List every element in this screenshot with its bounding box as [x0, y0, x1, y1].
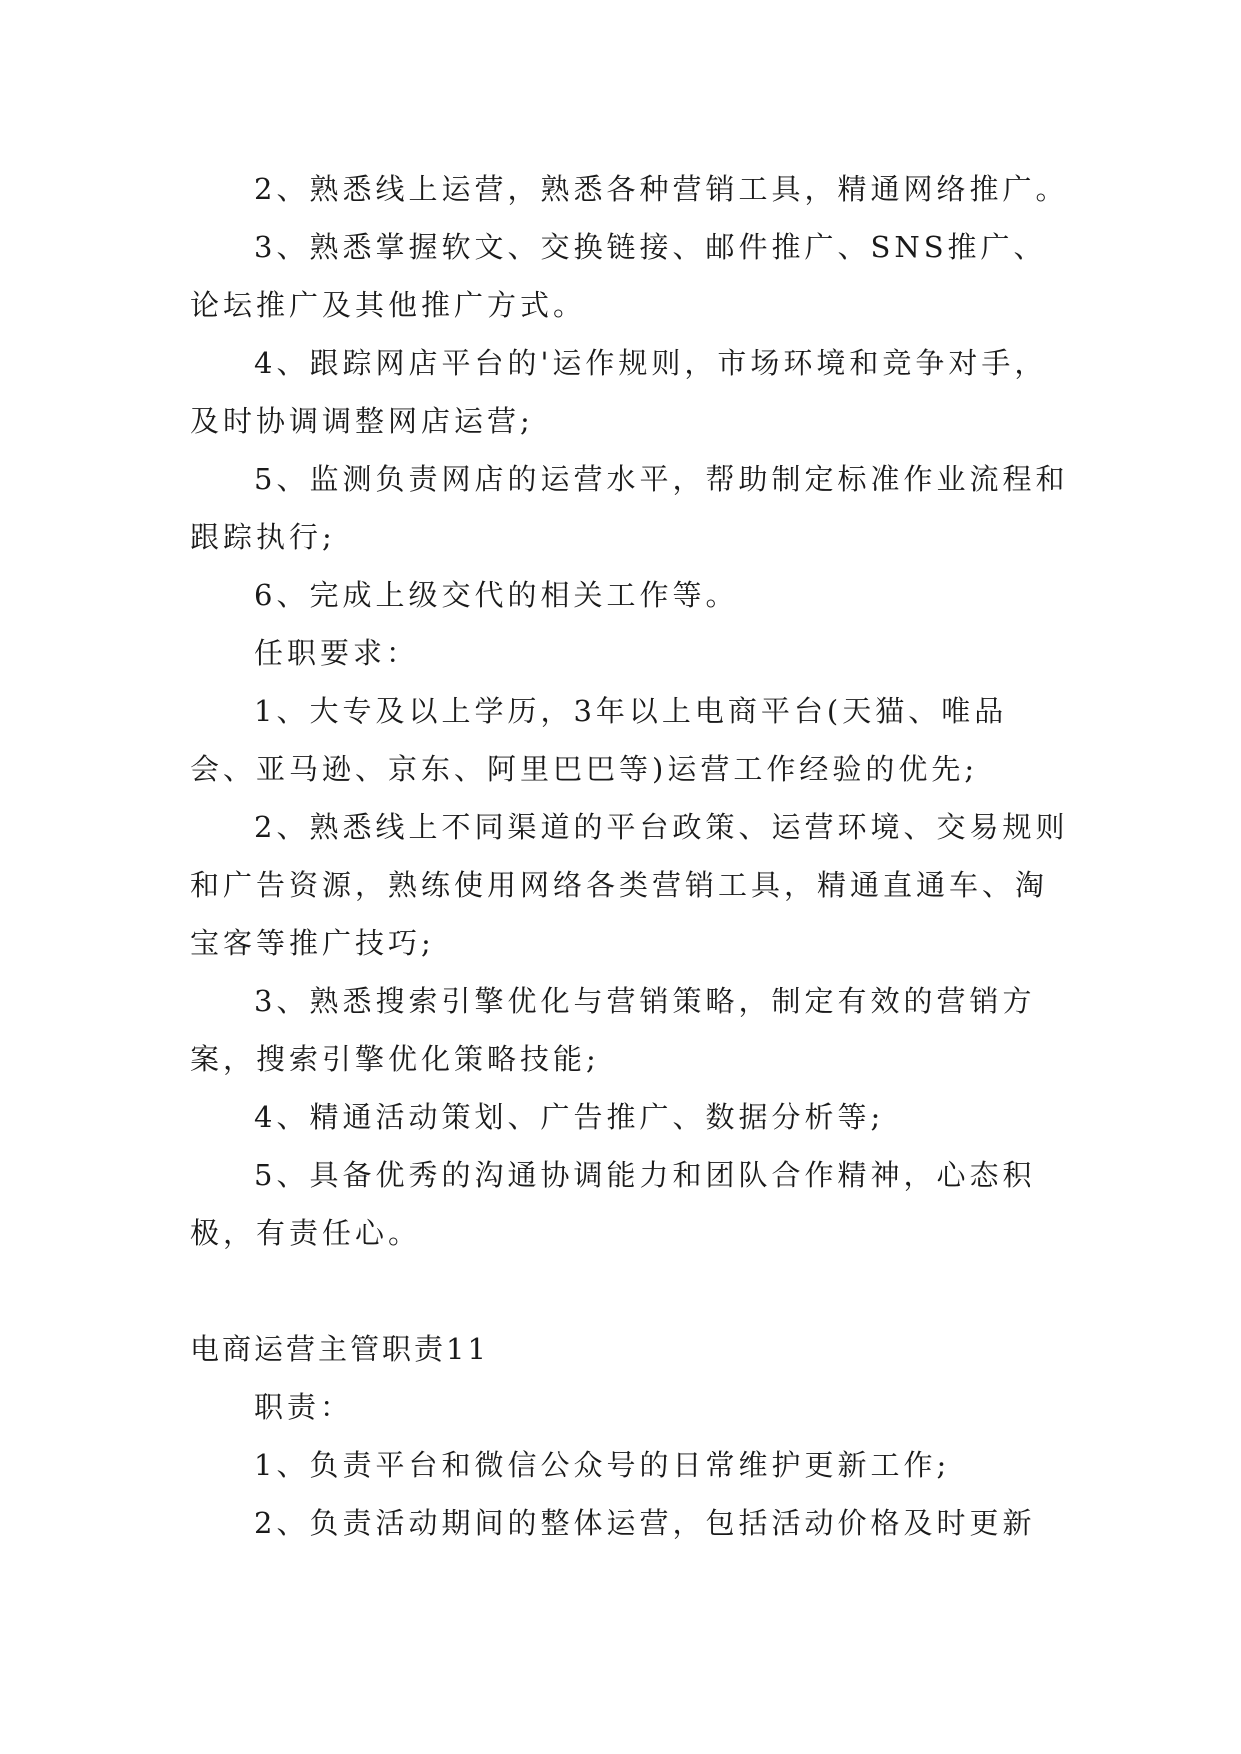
requirement-1: 1、大专及以上学历，3年以上电商平台(天猫、唯品会、亚马逊、京东、阿里巴巴等)运营工作经验的优先;	[190, 694, 1008, 786]
duties-label: 职责：	[254, 1390, 354, 1424]
paragraph-3: 4、跟踪网店平台的'运作规则，市场环境和竞争对手，及时协调调整网店运营;	[190, 346, 1048, 438]
requirement-4: 4、精通活动策划、广告推广、数据分析等;	[254, 1100, 885, 1134]
paragraph-2: 3、熟悉掌握软文、交换链接、邮件推广、SNS推广、论坛推广及其他推广方式。	[190, 230, 1047, 322]
section-title: 电商运营主管职责11	[190, 1332, 489, 1366]
requirement-2: 2、熟悉线上不同渠道的平台政策、运营环境、交易规则和广告资源，熟练使用网络各类营销工具，精通直通车、淘宝客等推广技巧;	[190, 810, 1069, 960]
duty-2: 2、负责活动期间的整体运营，包括活动价格及时更新	[254, 1506, 1036, 1540]
duty-1: 1、负责平台和微信公众号的日常维护更新工作;	[254, 1448, 951, 1482]
requirements-label: 任职要求：	[254, 636, 420, 670]
requirement-3: 3、熟悉搜索引擎优化与营销策略，制定有效的营销方案，搜索引擎优化策略技能;	[190, 984, 1036, 1076]
requirement-5: 5、具备优秀的沟通协调能力和团队合作精神，心态积极，有责任心。	[190, 1158, 1036, 1250]
document-body	[190, 160, 1070, 1552]
paragraph-1: 2、熟悉线上运营，熟悉各种营销工具，精通网络推广。	[254, 172, 1069, 206]
paragraph-5: 6、完成上级交代的相关工作等。	[254, 578, 739, 612]
paragraph-4: 5、监测负责网店的运营水平，帮助制定标准作业流程和跟踪执行;	[190, 462, 1069, 554]
